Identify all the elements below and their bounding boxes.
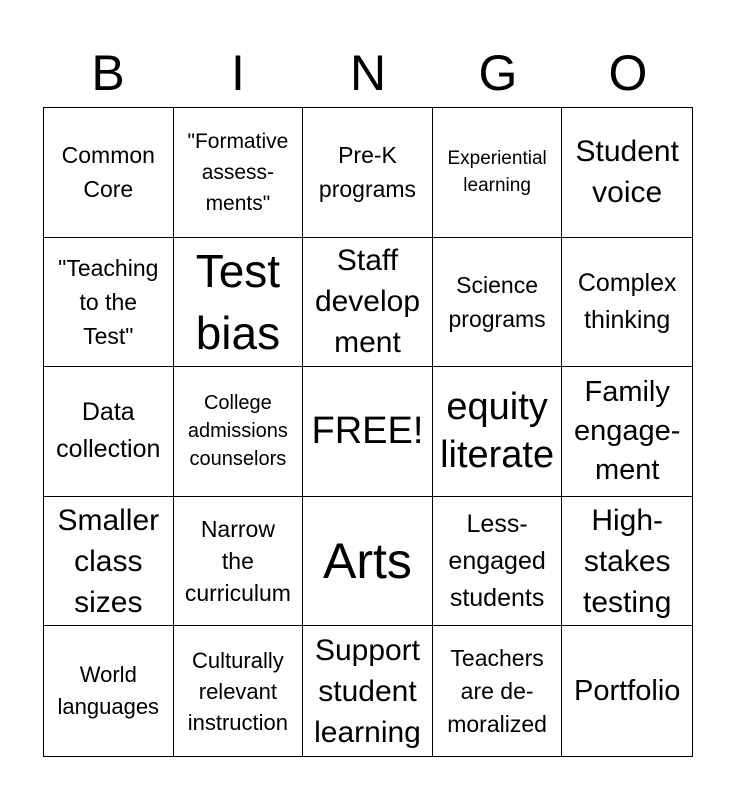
bingo-cell free-space[interactable] (303, 367, 433, 497)
bingo-cell[interactable] (303, 497, 433, 627)
cell-label: Less- engaged students (448, 509, 546, 612)
bingo-cell[interactable] (174, 497, 304, 627)
cell-label: Portfolio (574, 674, 681, 707)
cell-label: Culturally relevant instruction (187, 647, 289, 735)
bingo-cell[interactable] (433, 238, 563, 368)
bingo-board (43, 107, 693, 757)
bingo-cell[interactable] (44, 367, 174, 497)
bingo-cell[interactable] (303, 108, 433, 238)
bingo-cell[interactable] (44, 108, 174, 238)
cell-label: Data collection (56, 398, 161, 464)
bingo-cell[interactable] (303, 238, 433, 368)
cell-label: equity literate (440, 386, 555, 477)
bingo-cell[interactable] (44, 238, 174, 368)
cell-label: Experiential learning (447, 148, 547, 197)
bingo-cell[interactable] (174, 367, 304, 497)
bingo-cell[interactable] (174, 626, 304, 756)
cell-label: Smaller class sizes (57, 503, 160, 619)
bingo-cell[interactable] (562, 367, 692, 497)
cell-label: Teachers are de- moralized (447, 644, 547, 737)
bingo-cell[interactable] (433, 108, 563, 238)
cell-label: Common Core (61, 142, 155, 203)
bingo-cell[interactable] (562, 108, 692, 238)
bingo-cell[interactable] (303, 626, 433, 756)
header-letter-i: I (231, 45, 245, 101)
free-space-label: FREE! (311, 410, 424, 453)
bingo-cell[interactable] (174, 238, 304, 368)
bingo-cell[interactable] (174, 108, 304, 238)
cell-label: "Teaching to the Test" (58, 254, 159, 349)
cell-label: Family engage- ment (573, 375, 681, 486)
cell-label: College admissions counselors (187, 392, 288, 471)
cell-label: Pre-K programs (318, 142, 417, 203)
cell-label: "Formative assess- ments" (187, 129, 289, 215)
bingo-cell[interactable] (433, 497, 563, 627)
bingo-cell[interactable] (433, 626, 563, 756)
cell-label: World languages (57, 662, 160, 720)
bingo-cell[interactable] (562, 238, 692, 368)
cell-label: Student voice (575, 135, 679, 210)
bingo-header (43, 40, 693, 106)
cell-label: Narrow the curriculum (184, 516, 291, 607)
bingo-cell[interactable] (562, 497, 692, 627)
cell-label: Complex thinking (577, 268, 677, 334)
cell-label: Support student learning (314, 633, 421, 749)
header-letter-o: O (608, 45, 648, 101)
cell-label: Staff develop ment (314, 244, 421, 360)
bingo-cell[interactable] (433, 367, 563, 497)
header-letter-n: N (349, 45, 387, 101)
cell-label: High- stakes testing (583, 503, 672, 619)
cell-label: Science programs (448, 271, 546, 332)
header-letter-b: B (91, 45, 125, 101)
header-letter-g: G (478, 45, 518, 101)
bingo-cell[interactable] (44, 626, 174, 756)
bingo-cell[interactable] (44, 497, 174, 627)
bingo-cell[interactable] (562, 626, 692, 756)
cell-label: Test bias (195, 244, 281, 359)
cell-label: Arts (323, 533, 412, 590)
